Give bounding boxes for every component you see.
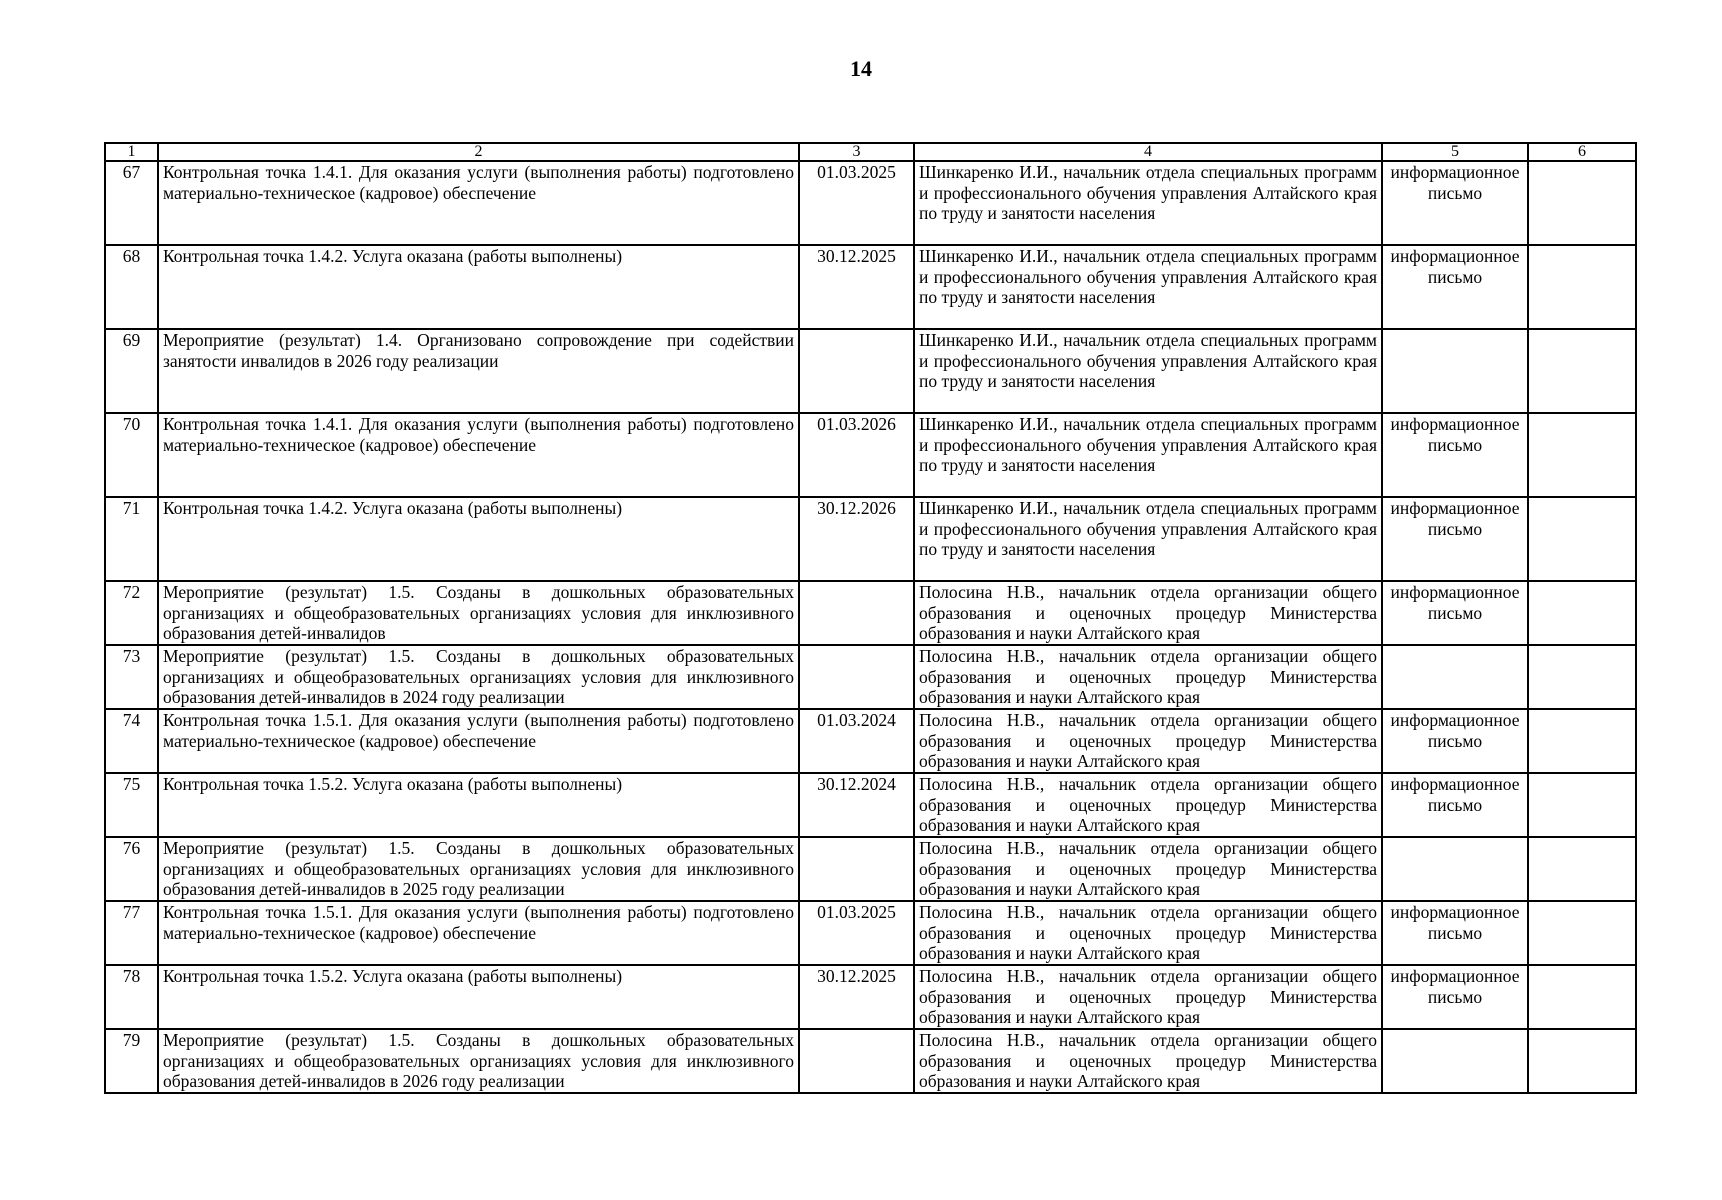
table-row [105,837,1636,901]
document-type-cell [1382,1029,1528,1093]
notes-cell [1528,773,1636,837]
row-number-cell: 72 [105,581,158,645]
column-header: 3 [799,143,914,161]
notes-cell [1528,161,1636,245]
deadline-cell [799,1029,914,1093]
deadline-cell: 30.12.2025 [799,965,914,1029]
responsible-cell: Полосина Н.В., начальник отдела организации общего образования и оценочных процедур Министерства образования и науки Алтайского края [914,901,1382,965]
deadline-cell [799,645,914,709]
table-row [105,329,1636,413]
document-type-cell: информационное письмо [1382,773,1528,837]
responsible-cell: Шинкаренко И.И., начальник отдела специальных программ и профессионального обучения управления Алтайского края по труду и занятости населения [914,413,1382,497]
notes-cell [1528,329,1636,413]
deadline-cell: 01.03.2024 [799,709,914,773]
column-header: 4 [914,143,1382,161]
notes-cell [1528,413,1636,497]
plan-table [104,142,1637,1094]
event-name-cell: Мероприятие (результат) 1.5. Созданы в дошкольных образовательных организациях и общеобразовательных организациях условия для инклюзивного образования детей-инвалидов в 2025 году реализации [158,837,799,901]
table-row [105,709,1636,773]
event-name-cell: Мероприятие (результат) 1.5. Созданы в дошкольных образовательных организациях и общеобразовательных организациях условия для инклюзивного образования детей-инвалидов в 2024 году реализации [158,645,799,709]
row-number-cell: 78 [105,965,158,1029]
column-number-row [105,143,1636,161]
row-number-cell: 76 [105,837,158,901]
row-number-cell: 71 [105,497,158,581]
row-number-cell: 70 [105,413,158,497]
row-number-cell: 74 [105,709,158,773]
event-name-cell: Мероприятие (результат) 1.5. Созданы в дошкольных образовательных организациях и общеобразовательных организациях условия для инклюзивного образования детей-инвалидов [158,581,799,645]
table-row [105,901,1636,965]
responsible-cell: Шинкаренко И.И., начальник отдела специальных программ и профессионального обучения управления Алтайского края по труду и занятости населения [914,161,1382,245]
notes-cell [1528,965,1636,1029]
responsible-cell: Полосина Н.В., начальник отдела организации общего образования и оценочных процедур Министерства образования и науки Алтайского края [914,709,1382,773]
table-row [105,1029,1636,1093]
table-row [105,413,1636,497]
column-header: 1 [105,143,158,161]
table-row [105,245,1636,329]
deadline-cell: 01.03.2026 [799,413,914,497]
document-type-cell: информационное письмо [1382,413,1528,497]
deadline-cell: 01.03.2025 [799,901,914,965]
document-type-cell [1382,329,1528,413]
deadline-cell: 30.12.2026 [799,497,914,581]
deadline-cell [799,329,914,413]
event-name-cell: Мероприятие (результат) 1.4. Организовано сопровождение при содействии занятости инвалидов в 2026 году реализации [158,329,799,413]
column-header: 2 [158,143,799,161]
responsible-cell: Полосина Н.В., начальник отдела организации общего образования и оценочных процедур Министерства образования и науки Алтайского края [914,965,1382,1029]
responsible-cell: Шинкаренко И.И., начальник отдела специальных программ и профессионального обучения управления Алтайского края по труду и занятости населения [914,245,1382,329]
notes-cell [1528,709,1636,773]
notes-cell [1528,245,1636,329]
event-name-cell: Контрольная точка 1.5.1. Для оказания услуги (выполнения работы) подготовлено материально-техническое (кадровое) обеспечение [158,901,799,965]
event-name-cell: Мероприятие (результат) 1.5. Созданы в дошкольных образовательных организациях и общеобразовательных организациях условия для инклюзивного образования детей-инвалидов в 2026 году реализации [158,1029,799,1093]
deadline-cell: 30.12.2024 [799,773,914,837]
document-type-cell: информационное письмо [1382,901,1528,965]
responsible-cell: Полосина Н.В., начальник отдела организации общего образования и оценочных процедур Министерства образования и науки Алтайского края [914,837,1382,901]
responsible-cell: Полосина Н.В., начальник отдела организации общего образования и оценочных процедур Министерства образования и науки Алтайского края [914,581,1382,645]
notes-cell [1528,645,1636,709]
row-number-cell: 75 [105,773,158,837]
table-row [105,581,1636,645]
responsible-cell: Шинкаренко И.И., начальник отдела специальных программ и профессионального обучения управления Алтайского края по труду и занятости населения [914,497,1382,581]
deadline-cell [799,837,914,901]
row-number-cell: 77 [105,901,158,965]
row-number-cell: 73 [105,645,158,709]
event-name-cell: Контрольная точка 1.5.2. Услуга оказана (работы выполнены) [158,773,799,837]
event-name-cell: Контрольная точка 1.5.1. Для оказания услуги (выполнения работы) подготовлено материально-техническое (кадровое) обеспечение [158,709,799,773]
notes-cell [1528,581,1636,645]
notes-cell [1528,837,1636,901]
notes-cell [1528,901,1636,965]
document-type-cell: информационное письмо [1382,965,1528,1029]
event-name-cell: Контрольная точка 1.4.2. Услуга оказана (работы выполнены) [158,497,799,581]
document-type-cell: информационное письмо [1382,581,1528,645]
document-type-cell [1382,645,1528,709]
column-header: 5 [1382,143,1528,161]
document-type-cell [1382,837,1528,901]
row-number-cell: 79 [105,1029,158,1093]
document-type-cell: информационное письмо [1382,709,1528,773]
row-number-cell: 67 [105,161,158,245]
table-row [105,497,1636,581]
event-name-cell: Контрольная точка 1.4.2. Услуга оказана (работы выполнены) [158,245,799,329]
table-row [105,965,1636,1029]
responsible-cell: Полосина Н.В., начальник отдела организации общего образования и оценочных процедур Министерства образования и науки Алтайского края [914,645,1382,709]
event-name-cell: Контрольная точка 1.4.1. Для оказания услуги (выполнения работы) подготовлено материально-техническое (кадровое) обеспечение [158,413,799,497]
event-name-cell: Контрольная точка 1.5.2. Услуга оказана (работы выполнены) [158,965,799,1029]
responsible-cell: Шинкаренко И.И., начальник отдела специальных программ и профессионального обучения управления Алтайского края по труду и занятости населения [914,329,1382,413]
column-header: 6 [1528,143,1636,161]
document-type-cell: информационное письмо [1382,497,1528,581]
table-row [105,645,1636,709]
responsible-cell: Полосина Н.В., начальник отдела организации общего образования и оценочных процедур Министерства образования и науки Алтайского края [914,1029,1382,1093]
document-type-cell: информационное письмо [1382,161,1528,245]
row-number-cell: 68 [105,245,158,329]
page-number: 14 [850,56,872,81]
row-number-cell: 69 [105,329,158,413]
deadline-cell: 30.12.2025 [799,245,914,329]
table-row [105,773,1636,837]
deadline-cell: 01.03.2025 [799,161,914,245]
notes-cell [1528,1029,1636,1093]
table-row [105,161,1636,245]
responsible-cell: Полосина Н.В., начальник отдела организации общего образования и оценочных процедур Министерства образования и науки Алтайского края [914,773,1382,837]
event-name-cell: Контрольная точка 1.4.1. Для оказания услуги (выполнения работы) подготовлено материально-техническое (кадровое) обеспечение [158,161,799,245]
deadline-cell [799,581,914,645]
document-type-cell: информационное письмо [1382,245,1528,329]
notes-cell [1528,497,1636,581]
